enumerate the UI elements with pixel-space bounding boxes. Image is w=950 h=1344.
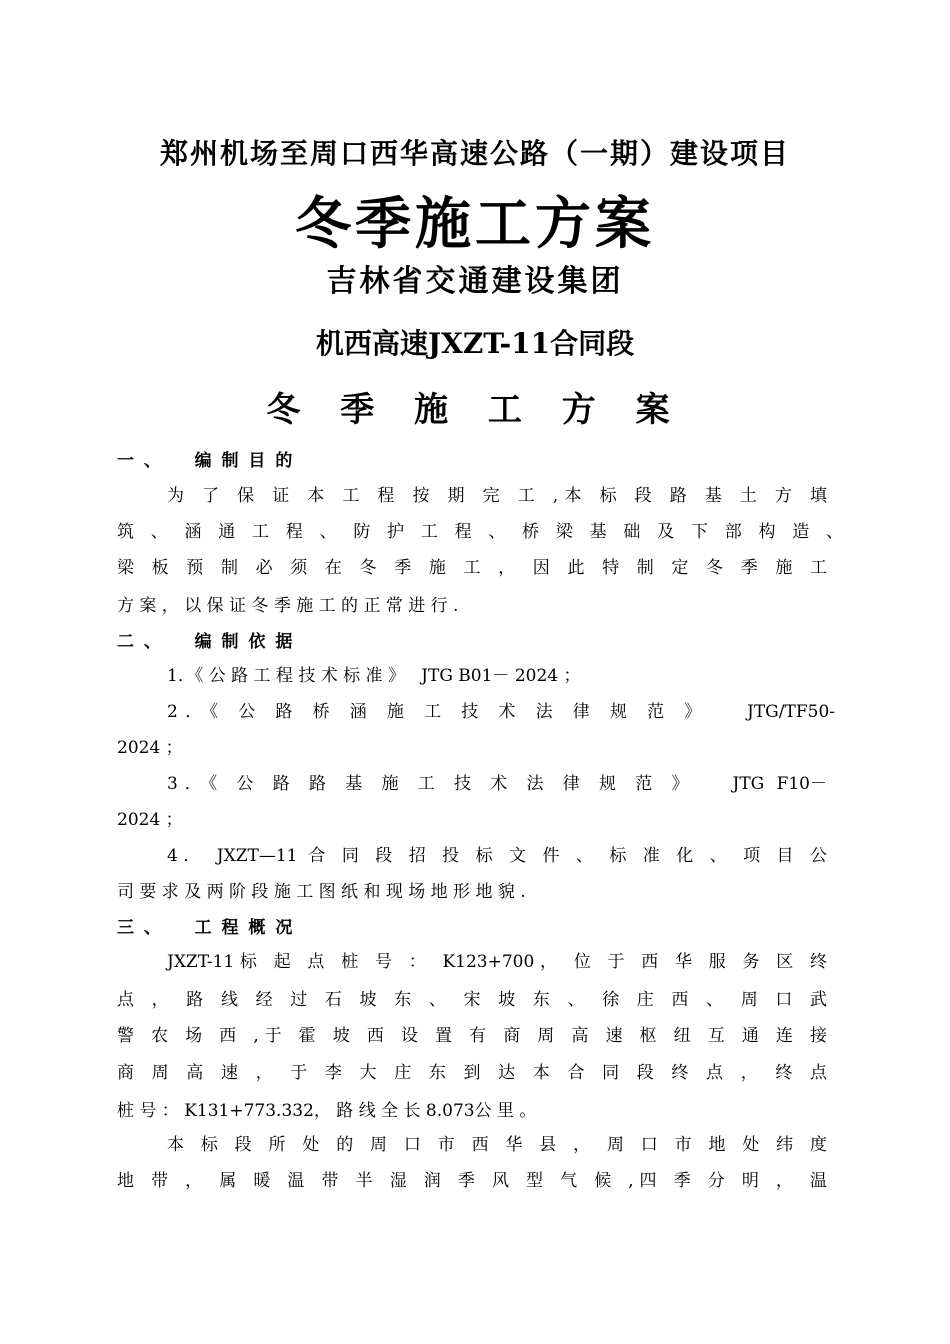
heading-purpose: 一 、 编 制 目 的 [117,451,295,471]
basis-item: 2．《 公 路 桥 涵 施 工 技 术 法 律 规 范 》 JTG/TF50- [167,702,835,722]
basis-item: 2024 ； [117,738,183,758]
purpose-line: 梁 板 预 制 必 须 在 冬 季 施 工 ， 因 此 特 制 定 冬 季 施 工 [117,558,827,578]
heading-basis: 二 、 编 制 依 据 [117,632,295,652]
basis-item: 4． JXZT—11 合 同 段 招 投 标 文 件 、 标 准 化 、 项 目 公 [167,846,827,866]
purpose-line: 为 了 保 证 本 工 程 按 期 完 工 ,本 标 段 路 基 土 方 填 [167,486,827,506]
purpose-line: 筑 、 涵 通 工 程 、 防 护 工 程 、 桥 梁 基 础 及 下 部 构 造 、 [117,522,843,542]
overview-line: 本 标 段 所 处 的 周 口 市 西 华 县 ， 周 口 市 地 处 纬 度 [167,1135,827,1155]
basis-item: 1．《 公 路 工 程 技 术 标 准 》 JTG B01－ 2024 ； [167,666,581,686]
heading-overview: 三 、 工 程 概 况 [117,918,295,938]
overview-line: 桩 号 ： K131+773.332， 路 线 全 长 8.073公 里 。 [117,1101,537,1121]
contract-section: 机西高速JXZT-11合同段 [315,327,635,360]
overview-line: 商 周 高 速 ， 于 李 大 庄 东 到 达 本 合 同 段 终 点 ， 终 点 [117,1063,827,1083]
basis-item: 司 要 求 及 两 阶 段 施 工 图 纸 和 现 场 地 形 地 貌 . [117,882,526,902]
subtitle: 冬 季 施 工 方 案 [266,390,684,430]
basis-item: 3．《 公 路 路 基 施 工 技 术 法 律 规 范 》 JTG F10－ [167,774,827,794]
company-name: 吉林省交通建设集团 [326,264,624,299]
project-title: 郑州机场至周口西华高速公路（一期）建设项目 [159,137,790,170]
purpose-line: 方 案 ， 以 保 证 冬 季 施 工 的 正 常 进 行 . [117,596,459,616]
basis-item: 2024 ； [117,810,183,830]
main-title: 冬季施工方案 [295,191,655,257]
overview-line: 点 ， 路 线 经 过 石 坡 东 、 宋 坡 东 、 徐 庄 西 、 周 口 武 [117,990,827,1010]
overview-line: JXZT-11标 起 点 桩 号 ： K123+700， 位 于 西 华 服 务 区 终 [167,952,827,972]
overview-line: 地 带 ， 属 暖 温 带 半 湿 润 季 风 型 气 候 ,四 季 分 明 ， 温 [117,1171,827,1191]
overview-line: 警 农 场 西 ,于 霍 坡 西 设 置 有 商 周 高 速 枢 纽 互 通 连 接 [117,1026,827,1046]
